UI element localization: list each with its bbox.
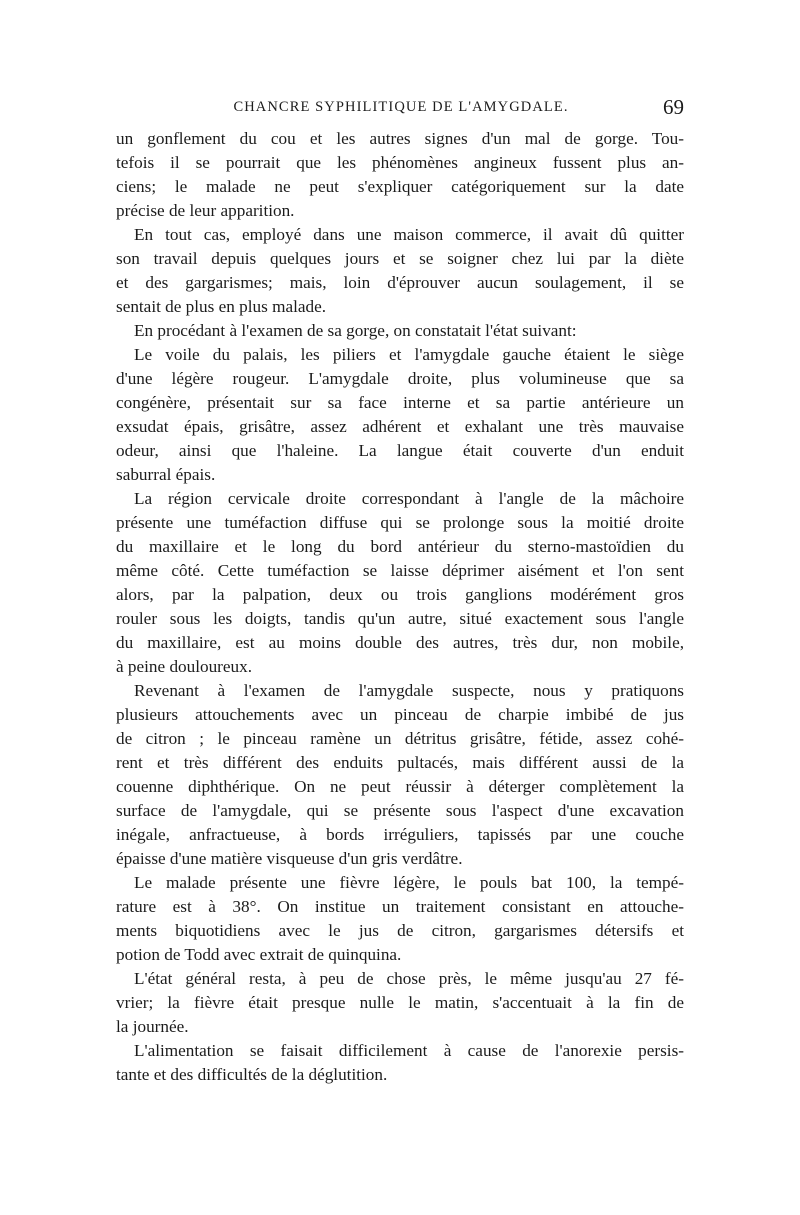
text-line: un gonflement du cou et les autres signes d'un mal de gorge. Tou- [116,129,684,148]
text-line: rent et très différent des enduits pultacés, mais différent aussi de la [116,753,684,772]
paragraph [116,343,684,487]
text-line: congénère, présentait sur sa face interne et sa partie antérieure un [116,393,684,412]
text-line: surface de l'amygdale, qui se présente sous l'aspect d'une excavation [116,801,684,820]
text-line: ciens; le malade ne peut s'expliquer catégoriquement sur la date [116,177,684,196]
text-line: sentait de plus en plus malade. [116,297,327,316]
text-line: En tout cas, employé dans une maison commerce, il avait dû quitter [134,225,684,244]
text-line: L'alimentation se faisait difficilement à cause de l'anorexie persis- [134,1041,684,1060]
text-line: à peine douloureux. [116,657,253,676]
text-line: la journée. [116,1017,189,1036]
text-line: couenne diphthérique. On ne peut réussir à déterger complètement la [116,777,684,796]
text-line: potion de Todd avec extrait de quinquina. [116,945,402,964]
text-line: odeur, ainsi que l'haleine. La langue était couverte d'un enduit [116,441,684,460]
text-line: inégale, anfractueuse, à bords irréguliers, tapissés par une couche [116,825,684,844]
text-line: tante et des difficultés de la déglutition. [116,1065,388,1084]
page-number: 69 [663,95,684,119]
text-line: de citron ; le pinceau ramène un détritus grisâtre, fétide, assez cohé- [116,729,684,748]
text-line: L'état général resta, à peu de chose près, le même jusqu'au 27 fé- [134,969,684,988]
text-line: et des gargarismes; mais, loin d'éprouver aucun soulagement, il se [116,273,684,292]
text-line: Le voile du palais, les piliers et l'amygdale gauche étaient le siège [134,345,684,364]
running-head: CHANCRE SYPHILITIQUE DE L'AMYGDALE. [233,99,569,115]
page-header [118,95,684,125]
paragraph [116,487,684,679]
paragraph [116,967,684,1039]
text-line: du maxillaire et le long du bord antérieur du sterno-mastoïdien du [116,537,684,556]
text-line: précise de leur apparition. [116,201,295,220]
paragraph [116,679,684,871]
text-line: Revenant à l'examen de l'amygdale suspecte, nous y pratiquons [134,681,684,700]
text-line: du maxillaire, est au moins double des autres, très dur, non mobile, [116,633,684,652]
text-line: rature est à 38°. On institue un traitement consistant en attouche- [116,897,684,916]
text-line: ments biquotidiens avec le jus de citron, gargarismes détersifs et [116,921,684,940]
paragraph [116,319,684,343]
text-line: vrier; la fièvre était presque nulle le matin, s'accentuait à la fin de [116,993,684,1012]
text-line: En procédant à l'examen de sa gorge, on constatait l'état suivant: [134,321,577,340]
paragraph [116,223,684,319]
text-line: présente une tuméfaction diffuse qui se prolonge sous la moitié droite [116,513,684,532]
text-line: Le malade présente une fièvre légère, le pouls bat 100, la tempé- [134,873,684,892]
text-line: plusieurs attouchements avec un pinceau de charpie imbibé de jus [116,705,684,724]
text-line: son travail depuis quelques jours et se soigner chez lui par la diète [116,249,684,268]
text-line: alors, par la palpation, deux ou trois ganglions modérément gros [116,585,684,604]
text-line: saburral épais. [116,465,216,484]
paragraph [116,871,684,967]
text-line: rouler sous les doigts, tandis qu'un autre, situé exactement sous l'angle [116,609,684,628]
body-text [116,127,684,1087]
paragraph [116,1039,684,1087]
paragraph [116,127,684,223]
text-line: d'une légère rougeur. L'amygdale droite, plus volumineuse que sa [116,369,684,388]
text-line: épaisse d'une matière visqueuse d'un gris verdâtre. [116,849,463,868]
text-line: exsudat épais, grisâtre, assez adhérent et exhalant une très mauvaise [116,417,684,436]
text-line: tefois il se pourrait que les phénomènes angineux fussent plus an- [116,153,684,172]
text-line: même côté. Cette tuméfaction se laisse déprimer aisément et l'on sent [116,561,684,580]
text-line: La région cervicale droite correspondant à l'angle de la mâchoire [134,489,684,508]
